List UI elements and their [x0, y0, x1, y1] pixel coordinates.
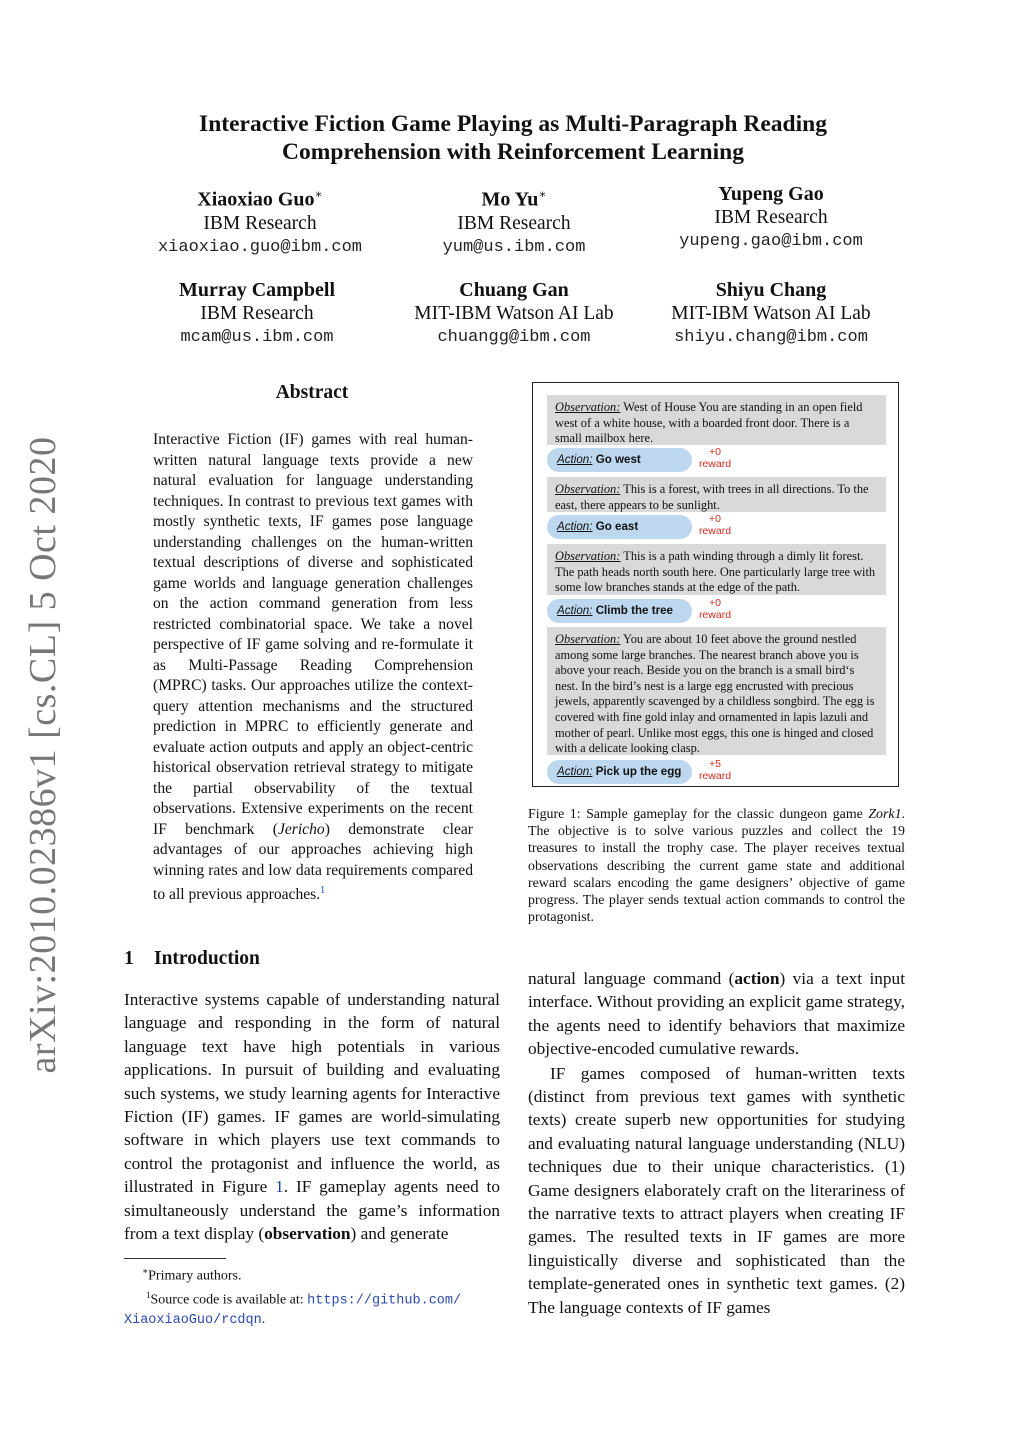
author-name: Shiyu Chang	[715, 279, 827, 301]
reward-value: +0	[709, 513, 721, 525]
observation-box	[547, 544, 886, 595]
source-code-url-cont[interactable]: XiaoxiaoGuo/rcdqn	[124, 1313, 262, 1329]
intro-text-mid: . IF gameplay agents need to simultaneously understand the game’s information from a text display (	[124, 1177, 500, 1244]
reward-label	[695, 759, 735, 782]
arxiv-stamp	[18, 436, 68, 1074]
intro-text: Interactive systems capable of understanding natural language and responding in the form of natural language text have high potentials in various applications. In pursuit of building and evaluating such systems, we study learning agents for Interactive Fiction (IF) games. IF games are world-simulating software in which players use text commands to control the protagonist and influence the world, as illustrated in Figure	[124, 990, 500, 1197]
author-affiliation: MIT-IBM Watson AI Lab	[414, 303, 614, 324]
author-email[interactable]: shiyu.chang@ibm.com	[674, 328, 868, 347]
author-name: Yupeng Gao	[718, 183, 824, 205]
observation-box	[547, 395, 886, 445]
author-1	[130, 182, 390, 260]
author-5	[384, 278, 644, 350]
action-label: Action:	[557, 765, 593, 778]
footnote-rule	[124, 1258, 226, 1259]
reward-value: +0	[709, 446, 721, 458]
author-2	[384, 182, 644, 260]
reward-word: reward	[698, 608, 732, 621]
footnote-mark: 1	[146, 1289, 151, 1300]
author-4	[127, 278, 387, 350]
action-command: Go east	[595, 520, 639, 533]
author-mark: ∗	[314, 187, 323, 201]
author-name: Chuang Gan	[459, 279, 569, 301]
section-heading	[124, 948, 260, 970]
abstract-text-end: ) demonstrate clear advantages of our approaches achieving high winning rates and low data requirements compared to all previous approaches.	[153, 820, 473, 904]
observation-text: This is a forest, with trees in all directions. To the east, there appears to be sunlight.	[555, 482, 869, 512]
footnote-2-cont	[124, 1310, 504, 1330]
title-line-1: Interactive Fiction Game Playing as Multi-Paragraph Reading	[199, 111, 827, 137]
figure-1	[532, 382, 899, 787]
footnote-text: Source code is available at:	[150, 1292, 308, 1308]
action-pill	[547, 448, 692, 472]
action-command: Climb the tree	[595, 604, 673, 617]
author-affiliation: IBM Research	[200, 303, 314, 324]
section-title: Introduction	[154, 948, 260, 969]
author-affiliation: IBM Research	[714, 207, 828, 228]
footnote-text: Primary authors.	[148, 1268, 242, 1284]
author-email[interactable]: chuangg@ibm.com	[437, 328, 591, 347]
action-command: Go west	[595, 453, 641, 466]
figure-ref-link[interactable]: 1	[275, 1177, 284, 1197]
author-3	[641, 182, 901, 254]
jericho-term: Jericho	[277, 820, 325, 838]
observation-text: West of House You are standing in an open field west of a white house, with a boarded front door. There is a small mailbox here.	[555, 400, 863, 446]
observation-term: observation	[264, 1224, 351, 1244]
author-name: Xiaoxiao Guo	[197, 188, 315, 211]
observation-box	[547, 477, 886, 512]
reward-word: reward	[698, 769, 732, 782]
paragraph: IF games composed of human-written texts (distinct from previous text games with synthetic texts) create superb new opportunities for studying and evaluating natural language understanding (NLU) techniques due to their unique characteristics. (1) Game designers elaborately craft on the literariness of the narrative texts to attract players when creating IF games. The resulted texts in IF games are more linguistically diverse and sophisticated than the template-generated ones in synthetic text games. (2) The language contexts of IF games	[528, 1063, 905, 1317]
action-command: Pick up the egg	[595, 765, 682, 778]
reward-value: +0	[709, 597, 721, 609]
author-affiliation: MIT-IBM Watson AI Lab	[671, 303, 871, 324]
observation-label: Observation:	[555, 482, 621, 496]
paragraph-text-end: ) via a text input interface. Without providing an explicit game strategy, the agents need to identify behaviors that maximize objective-encoded cumulative rewards.	[528, 969, 905, 1059]
action-pill	[547, 599, 692, 623]
figure-caption	[528, 806, 905, 926]
author-email[interactable]: xiaoxiao.guo@ibm.com	[157, 237, 363, 257]
source-code-url[interactable]: https://github.com/	[307, 1293, 462, 1309]
author-name: Murray Campbell	[178, 279, 336, 301]
paragraph	[528, 967, 905, 1061]
observation-label: Observation:	[555, 632, 621, 646]
author-email[interactable]: mcam@us.ibm.com	[180, 328, 334, 347]
author-affiliation: IBM Research	[457, 212, 571, 234]
observation-box	[547, 627, 886, 755]
paragraph-text: natural language command (	[528, 969, 735, 988]
reward-word: reward	[698, 524, 732, 537]
footnote-1	[124, 1262, 504, 1286]
abstract-body	[153, 430, 473, 906]
author-affiliation: IBM Research	[203, 212, 317, 234]
action-pill	[547, 515, 692, 539]
reward-word: reward	[698, 457, 732, 470]
action-label: Action:	[557, 604, 593, 617]
reward-label	[695, 447, 735, 470]
action-term: action	[734, 969, 780, 988]
reward-value: +5	[709, 758, 721, 770]
action-label: Action:	[557, 520, 593, 533]
action-pill	[547, 760, 692, 784]
action-label: Action:	[557, 453, 593, 466]
arxiv-id: arXiv:2010.02386v1 [cs.CL] 5 Oct 2020	[22, 436, 64, 1074]
author-email[interactable]: yum@us.ibm.com	[442, 237, 586, 257]
footnote-2	[124, 1286, 504, 1311]
title-line-2: Comprehension with Reinforcement Learning	[282, 139, 744, 165]
abstract-heading: Abstract	[275, 382, 349, 403]
caption-text-end: . The objective is to solve various puzzles and collect the 19 treasures to install the trophy case. The player receives textual observations describing the current game state and additional reward scalars encoding the game designers’ objective of game progress. The player sends textual action commands to control the protagonist.	[528, 807, 905, 926]
footnote-mark: ∗	[142, 1266, 149, 1276]
observation-text: You are about 10 feet above the ground nestled among some large branches. The nearest branch above you is above your reach. Beside you on the branch is a small bird‘s nest. In the bird’s nest is a large egg encrusted with precious jewels, apparently scavenged by a childless songbird. The egg is covered with fine gold inlay and ornamented in lapis lazuli and mother of pearl. Unlike most eggs, this one is hinged and closed with a delicate looking clasp.	[555, 632, 875, 756]
author-6	[641, 278, 901, 350]
reward-label	[695, 598, 735, 621]
footnote-link-1[interactable]: 1	[320, 885, 326, 896]
author-mark: ∗	[538, 187, 547, 201]
paper-title	[120, 110, 906, 166]
observation-label: Observation:	[555, 400, 621, 414]
intro-paragraph	[124, 988, 500, 1245]
footnote-end: .	[261, 1312, 266, 1328]
intro-text-end: ) and generate	[350, 1224, 449, 1244]
reward-label	[695, 514, 735, 537]
caption-text: Figure 1: Sample gameplay for the classic dungeon game	[528, 807, 869, 822]
abstract-text: Interactive Fiction (IF) games with real human-written natural language texts provide a new natural evaluation for language understanding techniques. In contrast to previous text games with mostly synthetic texts, IF games pose language understanding challenges on the human-written textual descriptions of diverse and sophisticated game worlds and language generation challenges on the action command generation from less restricted combinatorial space. We take a novel perspective of IF game solving and re-formulate it as Multi-Passage Reading Comprehension (MPRC) tasks. Our approaches utilize the context-query attention mechanisms and the structured prediction in MPRC to efficiently generate and evaluate action outputs and apply an object-centric historical observation retrieval strategy to mitigate the partial observability of the textual observations. Extensive experiments on the recent IF benchmark (	[153, 431, 473, 838]
right-column-text	[528, 967, 905, 1319]
author-name: Mo Yu	[481, 188, 539, 211]
section-number: 1	[124, 948, 134, 969]
observation-label: Observation:	[555, 549, 621, 563]
footnotes	[124, 1262, 504, 1330]
caption-game-name: Zork1	[868, 807, 902, 822]
observation-text: This is a path winding through a dimly lit forest. The path heads north south here. One particularly large tree with some low branches stands at the edge of the path.	[555, 549, 876, 595]
author-email[interactable]: yupeng.gao@ibm.com	[679, 232, 863, 251]
